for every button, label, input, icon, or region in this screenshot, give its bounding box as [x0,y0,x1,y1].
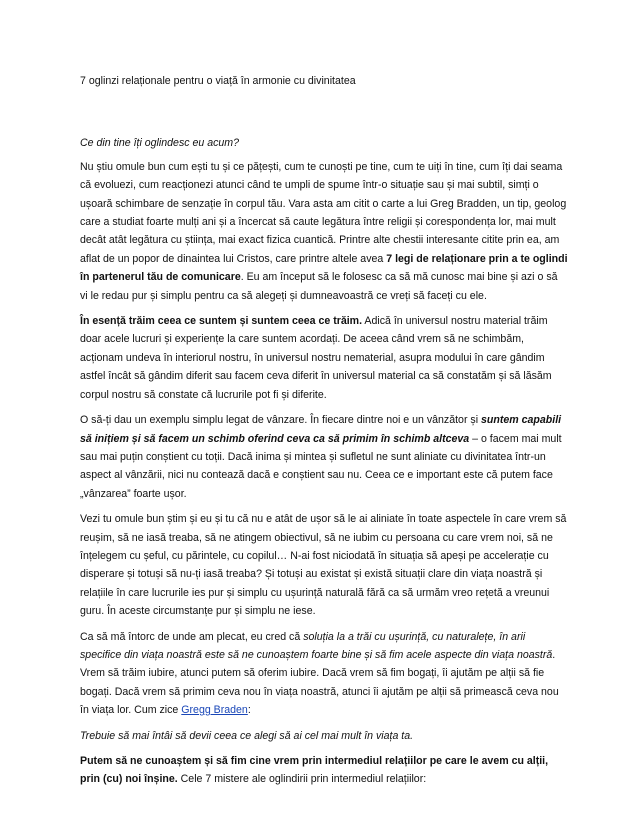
paragraph-sales-bold-italic: suntem capabili să inițiem și să facem un schimb oferind ceva ca să primim în schimb altceva [80,414,562,445]
paragraph-intro-tail: . Eu am început să le folosesc ca să mă cunosc mai bine și azi o să vi le redau pur și simplu pentru ca să alegeți și dumneavoastră ce vreți să faceți cu ele. [80,271,558,302]
paragraph-solution [80,628,568,720]
paragraph-intro-text: Nu știu omule bun cum ești tu și ce pățești, cum te cunoști pe tine, cum te uiți în tine, cum îți dai seama că evoluezi, cum reacționezi atunci când te umpli de spume într-o situație sau și mai subtil, simți o ușoară schimbare de senzație în corpul tău. Vara asta am citit o carte a lui Greg Bradden, un tip, geolog care a studiat foarte mulți ani și a încercat să caute legătura între religii și corespondența lor, mai mult decât atât legătura cu știința, mai exact fizica cuantică. Printre alte chestii interesante citite prin ea, am aflat de un popor de dinaintea lui Cristos, care printre altele avea [80,160,567,265]
paragraph-essence [80,312,568,404]
paragraph-relations-bold: Putem să ne cunoaștem și să fim cine vrem prin intermediul relațiilor pe care le avem cu alții, prin (cu) noi înșine. [80,755,549,786]
quote-text: Trebuie să mai întâi să devii ceea ce alegi să ai cel mai mult în viața ta. [80,729,414,742]
paragraph-alignment [80,510,568,620]
paragraph-solution-italic: soluția la a trăi cu ușurință, cu naturalețe, în arii specifice din viața noastră este să ne cunoaștem foarte bine și să fim acele aspecte din viața noastră [80,630,553,661]
paragraph-relations [80,752,568,789]
gregg-braden-link[interactable]: Gregg Braden [181,704,248,717]
quote [80,727,568,745]
paragraph-intro-bold: 7 legi de relaționare prin a te oglindi în partenerul tău de comunicare [80,252,568,284]
paragraph-sales-example [80,411,568,503]
paragraph-solution-tail: . Vrem să trăim iubire, atunci putem să oferim iubire. Dacă vrem să fim bogați, îi ajutăm pe alții să fie bogați. Dacă vrem să primim ceva nou în viața noastră, atunci îi ajutăm pe alții să primească ceva nou în viața lor. Cum zice [80,648,559,717]
document-title: 7 oglinzi relaționale pentru o viață în armonie cu divinitatea [80,75,356,87]
section-subtitle: Ce din tine îți oglindesc eu acum? [80,137,239,150]
paragraph-relations-text: Cele 7 mistere ale oglindirii prin intermediul relațiilor: [177,773,427,786]
paragraph-essence-text: Adică în universul nostru material trăim doar acele lucruri și experiențe la care suntem acordați. De aceea când vrem să ne schimbăm, acționam undeva în interiorul nostru, în universul nostru nematerial, asupra modului în care gândim astfel încât să gândim diferit sau facem ceva diferit în universul material ca să constatăm și să lăsăm corpul nostru să constate că lucrurile pot fi și diferite. [80,315,552,401]
paragraph-solution-end: : [247,704,251,717]
paragraph-intro [80,158,568,305]
paragraph-sales-tail: – o facem mai mult sau mai puțin conștient cu toții. Dacă inima și mintea și sufletul ne sunt aliniate cu divinitatea într-un aspect al vânzării, nici nu contează dacă e conștient sau nu. Ceea ce e important este că putem face „vânzarea” foarte ușor. [80,432,562,500]
paragraph-alignment-text: Vezi tu omule bun știm și eu și tu că nu e atât de ușor să le ai aliniate în toate aspectele în care vrem să reușim, să ne iasă treaba, să ne atingem obiectivul, să ne iubim cu persoana cu care vrem noi, să ne înțelegem cu șeful, cu părintele, cu copilul… N-ai fost niciodată în situația să apeși pe accelerație cu disperare și totuși să nu-ți iasă treaba? Și totuși au existat și există situații clare din viața noastră și relațiile în care lucrurile ies pur și simplu cu ușurință naturală fără ca să urmăm vreo rețetă a vreunui guru. În aceste circumstanțe pur și simplu ne iese. [80,513,567,618]
paragraph-essence-bold: În esență trăim ceea ce suntem și suntem ceea ce trăim. [80,315,363,328]
paragraph-sales-text: O să-ți dau un exemplu simplu legat de vânzare. În fiecare dintre noi e un vânzător și [80,414,482,427]
paragraph-solution-text: Ca să mă întorc de unde am plecat, eu cred că [80,630,304,643]
